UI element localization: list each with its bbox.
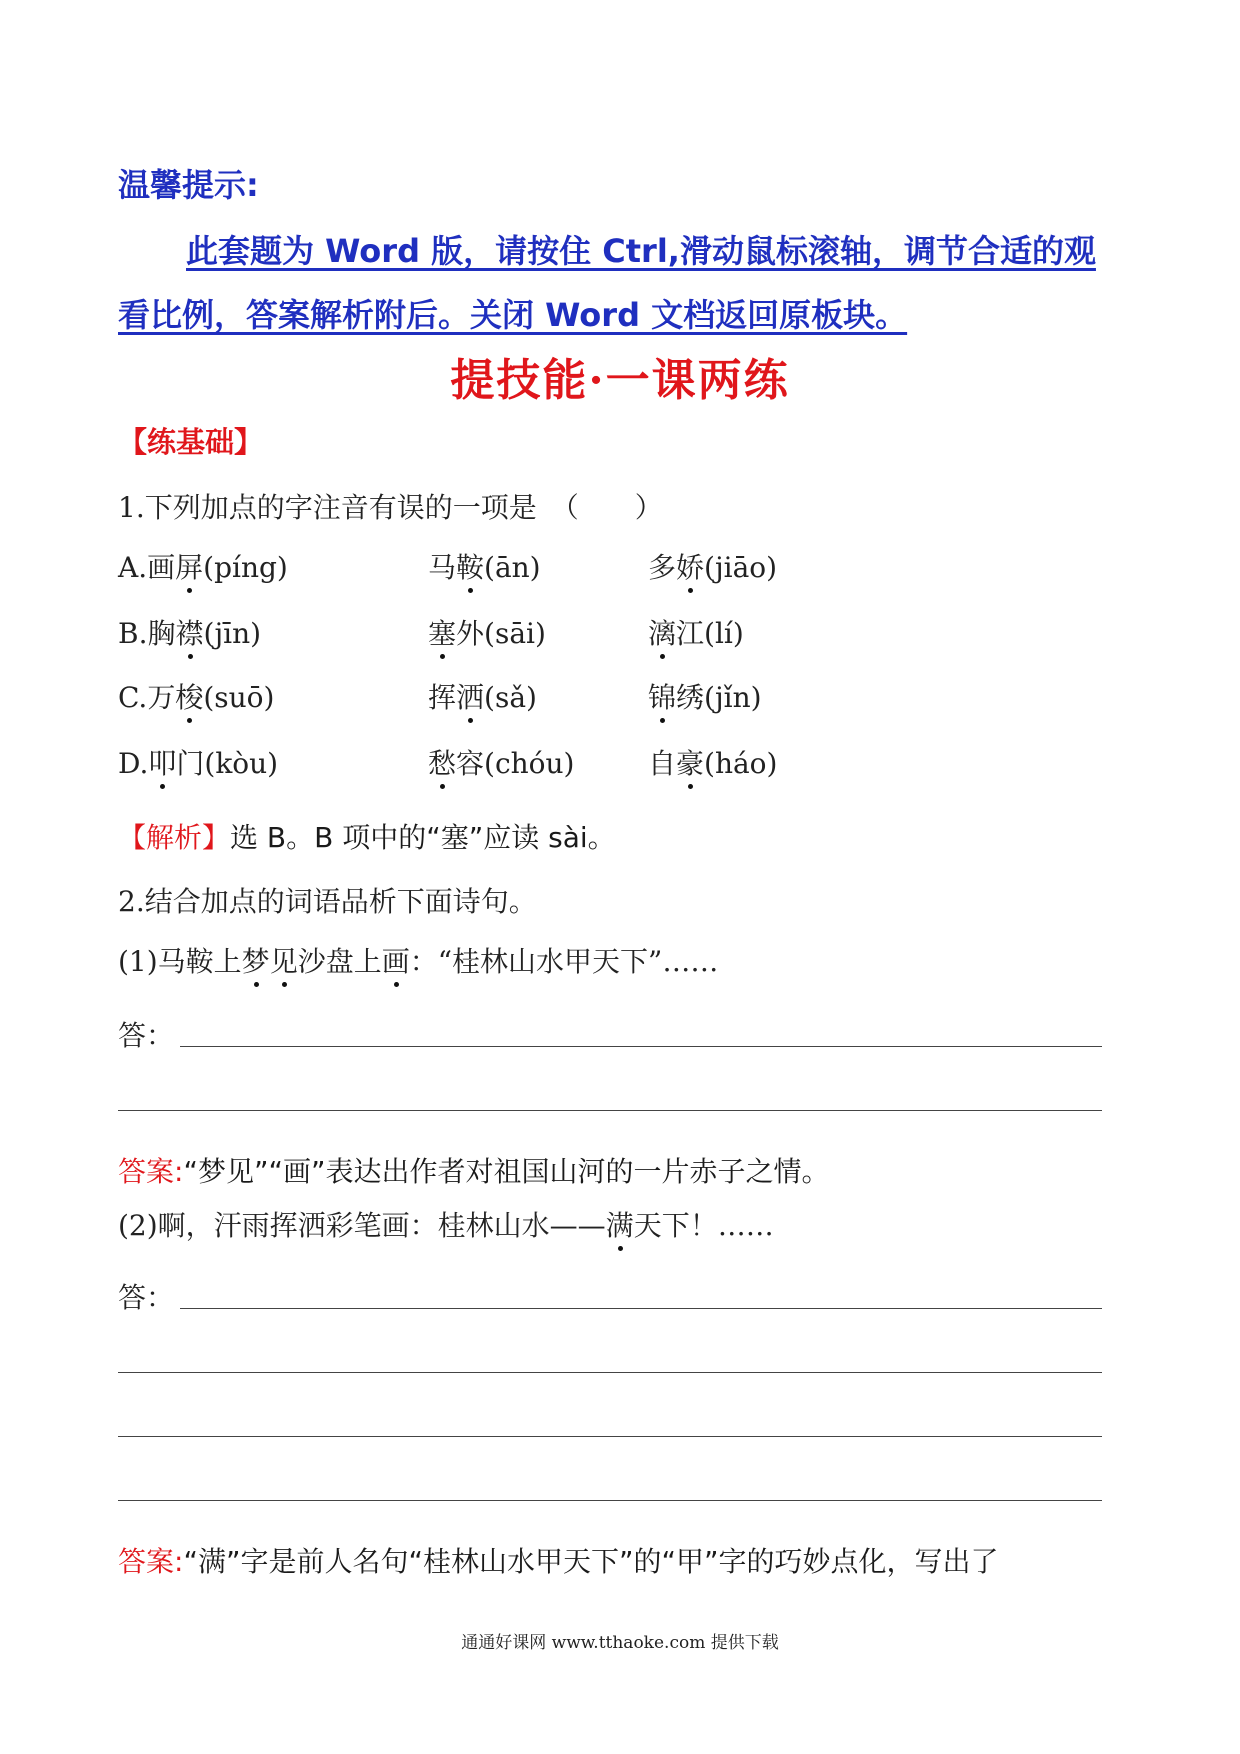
option-item	[118, 742, 278, 782]
question-2-sub-2	[118, 1204, 774, 1244]
dotted-char: 豪	[676, 747, 705, 780]
option-item	[648, 742, 777, 782]
option-item	[648, 676, 762, 716]
dotted-char: 叩	[148, 747, 177, 780]
section-heading: 【练基础】	[118, 425, 264, 459]
option-char: 自	[648, 747, 677, 780]
dotted-char: 屏	[175, 551, 204, 584]
answer-line	[118, 1372, 1102, 1373]
question-2-stem: 2.结合加点的词语品析下面诗句。	[118, 885, 537, 918]
pinyin-text: (jīn)	[203, 617, 262, 650]
dotted-char: 满	[605, 1209, 634, 1242]
pinyin-text: (háo)	[704, 747, 778, 780]
dotted-char: 洒	[456, 681, 485, 714]
option-item	[118, 612, 261, 652]
answer-line	[118, 1110, 1102, 1111]
option-item	[648, 612, 744, 652]
pinyin-text: (píng)	[203, 551, 288, 584]
question-1-analysis	[118, 816, 616, 856]
pinyin-text: (ān)	[484, 551, 541, 584]
answer-line	[118, 1500, 1102, 1501]
option-char: 万	[147, 681, 176, 714]
question-2-sub-1	[118, 940, 718, 980]
answer-line	[118, 1436, 1102, 1437]
option-char: 外	[456, 617, 485, 650]
pinyin-text: (sǎ)	[484, 681, 537, 714]
dotted-char: 梦	[241, 945, 270, 978]
dotted-char: 娇	[676, 551, 705, 584]
analysis-text: 选 B。B 项中的“塞”应读 sài。	[230, 821, 616, 854]
page-title: 提技能·一课两练	[450, 355, 790, 406]
pinyin-text: (sāi)	[484, 617, 546, 650]
tip-line-2: 看比例，答案解析附后。关闭 Word 文档返回原板块。	[118, 296, 908, 334]
option-item	[118, 546, 288, 586]
dotted-char: 襟	[175, 617, 204, 650]
answer-2	[118, 1540, 998, 1580]
dotted-char: 锦	[648, 681, 677, 714]
option-item	[428, 676, 537, 716]
answer-1	[118, 1150, 829, 1190]
option-item	[428, 742, 574, 782]
tip-line-1: 此套题为 Word 版，请按住 Ctrl,滑动鼠标滚轴，调节合适的观	[186, 232, 1096, 270]
dotted-char: 愁	[428, 747, 457, 780]
tip-title: 温馨提示:	[118, 166, 259, 204]
dotted-char: 鞍	[456, 551, 485, 584]
option-char: 门	[176, 747, 205, 780]
answer-line	[180, 1046, 1102, 1047]
option-char: 江	[676, 617, 705, 650]
option-char: 胸	[147, 617, 176, 650]
option-char: 多	[648, 551, 677, 584]
sub2-text: (2)啊，汗雨挥洒彩笔画：桂林山水——	[118, 1209, 606, 1242]
option-char: 挥	[428, 681, 457, 714]
option-letter: A.	[118, 551, 148, 584]
question-1-stem: 1.下列加点的字注音有误的一项是 （ ）	[118, 491, 663, 524]
dotted-char: 塞	[428, 617, 457, 650]
option-item	[118, 676, 274, 716]
sub1-text: ：“桂林山水甲天下”……	[409, 945, 719, 978]
answer-prefix-1: 答：	[118, 1019, 175, 1052]
option-letter: C.	[118, 681, 148, 714]
dotted-char: 见	[269, 945, 298, 978]
pinyin-text: (suō)	[203, 681, 275, 714]
footer-credit: 通通好课网 www.tthaoke.com 提供下载	[461, 1633, 779, 1653]
pinyin-text: (chóu)	[484, 747, 575, 780]
analysis-label: 【解析】	[118, 821, 231, 854]
sub1-text: 沙盘上	[297, 945, 382, 978]
dotted-char: 漓	[648, 617, 677, 650]
sub2-text: 天下！……	[633, 1209, 774, 1242]
pinyin-text: (lí)	[704, 617, 744, 650]
option-char: 绣	[676, 681, 705, 714]
answer-label: 答案:	[118, 1155, 184, 1188]
pinyin-text: (jiāo)	[704, 551, 778, 584]
dotted-char: 画	[381, 945, 410, 978]
option-item	[648, 546, 777, 586]
dotted-char: 梭	[175, 681, 204, 714]
sub1-text: (1)马鞍上	[118, 945, 242, 978]
option-letter: B.	[118, 617, 148, 650]
option-item	[428, 546, 541, 586]
pinyin-text: (kòu)	[204, 747, 279, 780]
answer-label: 答案:	[118, 1545, 184, 1578]
answer-text: “梦见”“画”表达出作者对祖国山河的一片赤子之情。	[183, 1155, 830, 1188]
option-letter: D.	[118, 747, 149, 780]
answer-prefix-2: 答：	[118, 1281, 175, 1314]
answer-line	[180, 1308, 1102, 1309]
option-char: 容	[456, 747, 485, 780]
pinyin-text: (jǐn)	[704, 681, 762, 714]
answer-text: “满”字是前人名句“桂林山水甲天下”的“甲”字的巧妙点化，写出了	[183, 1545, 999, 1578]
option-char: 画	[147, 551, 176, 584]
option-item	[428, 612, 546, 652]
option-char: 马	[428, 551, 457, 584]
